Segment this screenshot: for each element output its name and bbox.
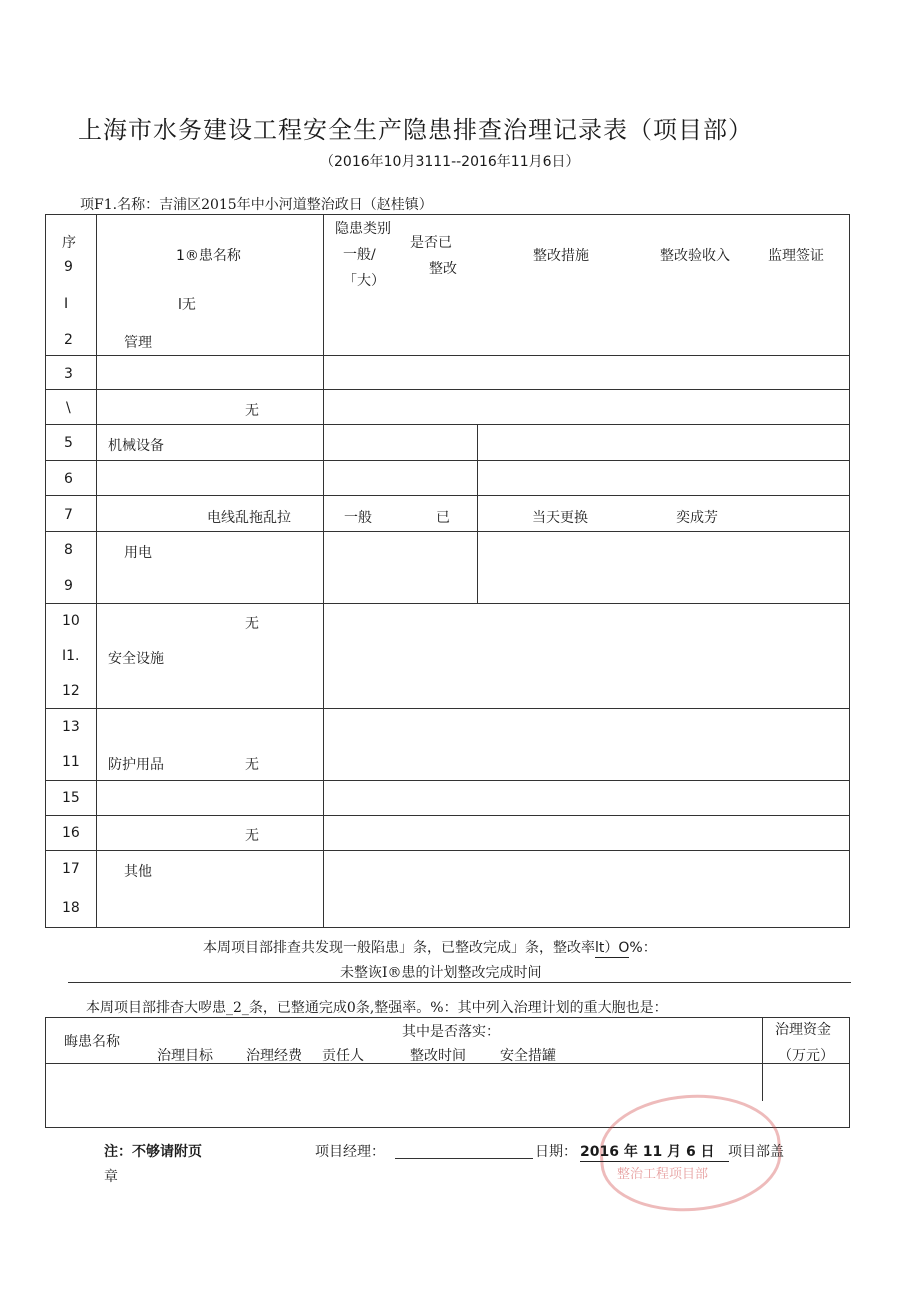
major-header-time: 整改时间 [410,1048,466,1064]
footer-date: 2016 年 11 月 6 日 [580,1141,729,1162]
header-hazard-name: 1®患名称 [176,248,241,264]
header-seq: 序 [62,235,76,251]
project-name: 项F1.名称：吉浦区2015年中小河道整治政日（赵桂镇） [80,197,433,213]
row-seq: 11 [62,754,80,770]
divider [68,982,851,983]
row-seq: 17 [62,861,80,877]
major-header-unit: （万元） [778,1048,834,1064]
header-acceptance: 整改验收入 [660,248,730,264]
row-seq: 8 [64,542,73,558]
row-category: 防护用品 [108,757,164,773]
row-acceptance: 奕成芳 [676,510,718,526]
row-seq: 9 [64,259,73,275]
rectification-rate: lt）O [595,937,629,958]
major-header-cost: 治理经费 [246,1048,302,1064]
major-hazard-intro: 本周项目部排杳大哕患_2_条，已整通完成0条,整强率。%：其中列入治理计划的重大胞也是： [86,1000,668,1016]
row-hazard: 无 [245,828,259,844]
row-category: 管理 [124,335,152,351]
seal-label: 项目部盖 [728,1144,784,1160]
major-header-fund: 治理资金 [775,1022,831,1038]
row-category: 用电 [124,545,152,561]
page-title: 上海市水务建设工程安全生产隐患排查治理记录表（项目部） [78,116,753,144]
row-hazard: 无 [245,403,259,419]
date-label: 日期： [535,1144,577,1160]
summary-tail: %： [629,940,657,956]
unrectified-plan: 未整诙I®患的计划整改完成时间 [340,965,542,981]
row-seq: I1. [62,648,80,664]
footer-note: 注：不够请附页 [104,1144,202,1160]
seal-label-2: 章 [104,1169,118,1185]
row-seq: 13 [62,719,80,735]
row-seq: 9 [64,578,73,594]
row-hazard: 无 [245,757,259,773]
row-seq: 3 [64,366,73,382]
seal-stamp-text: 整治工程项目部 [617,1167,709,1182]
row-hazard: 无 [245,616,259,632]
header-rectified: 是否已 [410,235,452,251]
row-level: 一般 [344,510,372,526]
row-seq: 5 [64,435,73,451]
header-measures: 整改措施 [533,248,589,264]
row-seq: 12 [62,683,80,699]
major-header-implemented: 其中是否落实： [402,1024,500,1040]
row-rectified: 已 [436,510,450,526]
row-hazard: l无 [178,297,196,313]
row-category: 其他 [124,864,152,880]
header-category-general: 一般/ [343,247,376,263]
header-category: 隐患类别 [335,221,391,237]
summary-text: 本周项目部排查共发现一般陷患」条，已整改完成」条，整改率 [203,940,595,956]
header-category-major: 「大） [343,273,385,289]
header-rectified-2: 整改 [429,261,457,277]
manager-label: 项目经理： [315,1144,385,1160]
row-seq: 2 [64,332,73,348]
row-category: 安全设施 [108,651,164,667]
date-range: （2016年10月3111--2016年11月6日） [320,154,580,170]
row-seq: 6 [64,471,73,487]
row-measure: 当天更换 [532,510,588,526]
weekly-summary [203,937,657,958]
row-seq: \ [66,400,71,416]
header-supervisor: 监理签证 [768,248,824,264]
row-seq: 7 [64,507,73,523]
row-seq: I [64,296,69,312]
major-header-person: 贡任人 [322,1048,364,1064]
manager-signature-line [395,1158,533,1159]
row-category: 机械设备 [108,438,164,454]
major-header-measure: 安全措罐 [500,1048,556,1064]
major-header-name: 晦患名称 [64,1034,120,1050]
row-hazard: 电线乱拖乱拉 [207,510,291,526]
row-seq: 18 [62,900,80,916]
row-seq: 16 [62,825,80,841]
row-seq: 10 [62,613,80,629]
row-seq: 15 [62,790,80,806]
major-header-goal: 治理目标 [157,1048,213,1064]
